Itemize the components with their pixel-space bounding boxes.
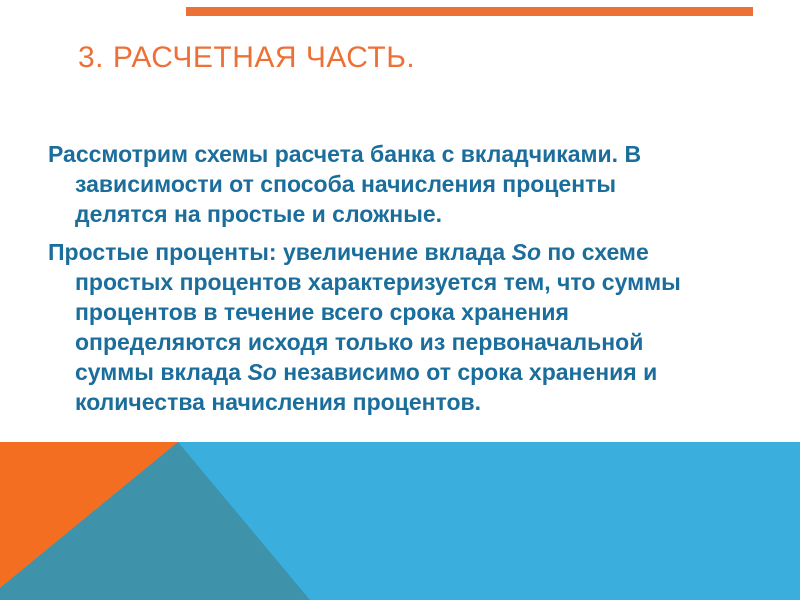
- top-accent-bar: [186, 7, 753, 16]
- initial-deposit-symbol: So: [247, 359, 277, 385]
- text-segment: суммы вклада: [75, 359, 248, 385]
- body-text-block: [48, 139, 775, 417]
- text-segment: по схеме: [541, 239, 649, 265]
- text-line: делятся на простые и сложные.: [75, 201, 443, 227]
- text-line: зависимости от способа начисления проценты: [75, 171, 617, 197]
- text-line: [48, 237, 775, 267]
- text-line: процентов в течение всего срока хранения: [75, 299, 569, 325]
- bottom-decoration: [0, 442, 800, 600]
- text-line: Рассмотрим схемы расчета банка с вкладчиками. В: [48, 141, 642, 167]
- slide-title: 3. РАСЧЕТНАЯ ЧАСТЬ.: [78, 41, 416, 74]
- text-segment: независимо от срока хранения и: [276, 359, 658, 385]
- text-line: определяются исходя только из первоначальной: [75, 329, 644, 355]
- paragraph-1: [48, 139, 775, 229]
- initial-deposit-symbol: So: [511, 239, 542, 265]
- text-line: [75, 357, 775, 387]
- text-line: простых процентов характеризуется тем, что суммы: [75, 269, 681, 295]
- text-segment: Простые проценты: увеличение вклада: [48, 239, 512, 265]
- paragraph-2: [48, 237, 775, 417]
- text-line: количества начисления процентов.: [75, 389, 482, 415]
